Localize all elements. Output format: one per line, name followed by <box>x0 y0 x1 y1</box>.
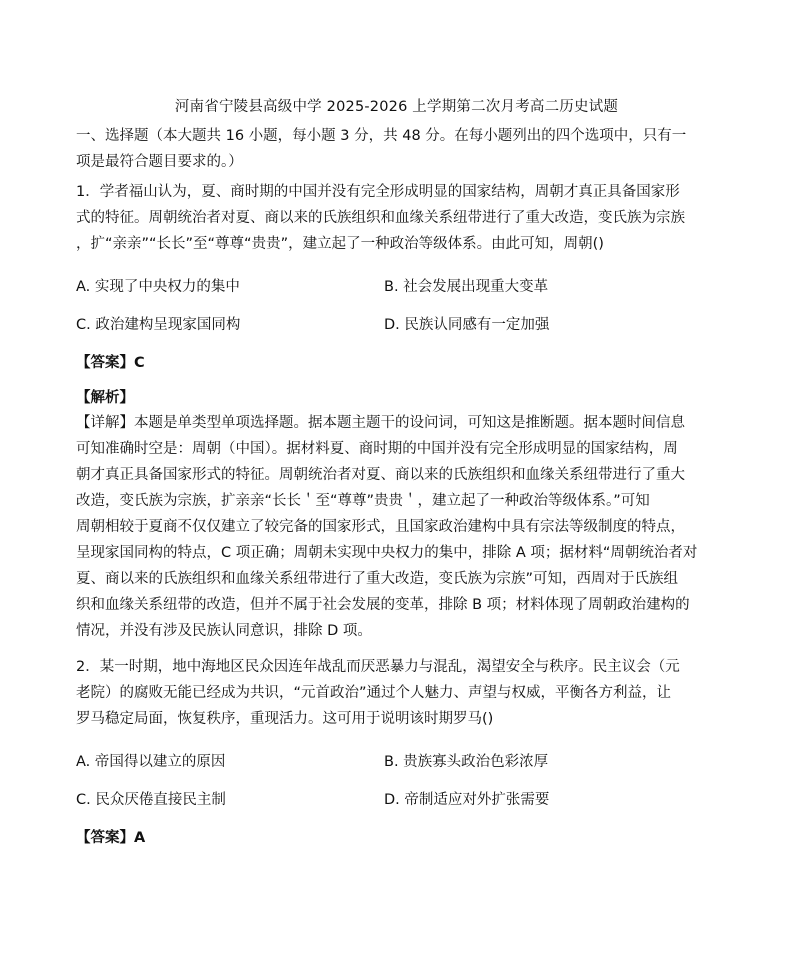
q1-option-c: C. 政治建构呈现家国同构 <box>76 317 241 333</box>
stem-line: 2．某一时期，地中海地区民众因连年战乱而厌恶暴力与混乱，渴望安全与秩序。民主议会（元 <box>76 659 680 675</box>
detail-line: 情况，并没有涉及民族认同意识，排除 D 项。 <box>76 623 372 639</box>
answer-label: 【答案】 <box>76 830 134 846</box>
q1-answer <box>76 351 145 372</box>
detail-line: 周朝相较于夏商不仅仅建立了较完备的国家形式，且国家政治建构中具有宗法等级制度的特点， <box>76 519 685 535</box>
exam-title: 河南省宁陵县高级中学 2025-2026 上学期第二次月考高二历史试题 <box>174 99 619 115</box>
q1-option-d: D. 民族认同感有一定加强 <box>384 317 550 333</box>
q2-option-d: D. 帝制适应对外扩张需要 <box>384 792 550 808</box>
section-heading <box>76 123 716 175</box>
q2-answer <box>76 826 145 847</box>
detail-line: 改造，变氏族为宗族，扩亲亲“长长＇至“尊尊”贵贵＇，建立起了一种政治等级体系。”可知 <box>76 493 650 509</box>
stem-line: ，扩“亲亲”“长长”至“尊尊“贵贵”，建立起了一种政治等级体系。由此可知，周朝() <box>76 236 604 252</box>
stem-line: 老院）的腐败无能已经成为共识，“元首政治”通过个人魅力、声望与权威，平衡各方利益，让 <box>76 685 672 701</box>
stem-line: 式的特征。周朝统治者对夏、商以来的氏族组织和血缘关系纽带进行了重大改造，变氏族为宗族 <box>76 210 685 226</box>
q1-option-a: A. 实现了中央权力的集中 <box>76 279 240 295</box>
stem-line: 罗马稳定局面，恢复秩序，重现活力。这可用于说明该时期罗马() <box>76 711 494 727</box>
detail-line: 夏、商以来的氏族组织和血缘关系纽带进行了重大改造，变氏族为宗族”可知，西周对于氏族组 <box>76 571 679 587</box>
q1-option-b: B. 社会发展出现重大变革 <box>384 279 549 295</box>
stem-line: 1．学者福山认为，夏、商时期的中国并没有完全形成明显的国家结构，周朝才真正具备国家形 <box>76 184 680 200</box>
q2-option-b: B. 贵族寡头政治色彩浓厚 <box>384 754 549 770</box>
detail-line: 织和血缘关系纽带的改造，但并不属于社会发展的变革，排除 B 项；材料体现了周朝政治建构的 <box>76 597 690 613</box>
section-heading-line: 一、选择题（本大题共 16 小题，每小题 3 分，共 48 分。在每小题列出的四个选项中，只有一 <box>76 128 687 144</box>
section-heading-line: 项是最符合题目要求的。） <box>76 154 243 170</box>
question-2-stem <box>76 654 716 732</box>
q1-detail <box>76 410 716 644</box>
question-1-stem <box>76 179 716 257</box>
answer-value: A <box>134 830 146 846</box>
detail-line: 可知准确时空是：周朝（中国）。据材料夏、商时期的中国并没有完全形成明显的国家结构，周 <box>76 441 678 457</box>
q1-analysis-label: 【解析】 <box>76 390 134 406</box>
answer-label: 【答案】 <box>76 355 134 371</box>
detail-line: 朝才真正具备国家形式的特征。周朝统治者对夏、商以来的氏族组织和血缘关系纽带进行了重大 <box>76 467 685 483</box>
detail-line: 【详解】本题是单类型单项选择题。据本题主题干的设问词，可知这是推断题。据本题时间信息 <box>76 415 685 431</box>
q2-option-a: A. 帝国得以建立的原因 <box>76 754 226 770</box>
q2-option-c: C. 民众厌倦直接民主制 <box>76 792 226 808</box>
detail-line: 呈现家国同构的特点，C 项正确；周朝未实现中央权力的集中，排除 A 项；据材料“周朝统治者对 <box>76 545 698 561</box>
answer-value: C <box>134 355 145 371</box>
